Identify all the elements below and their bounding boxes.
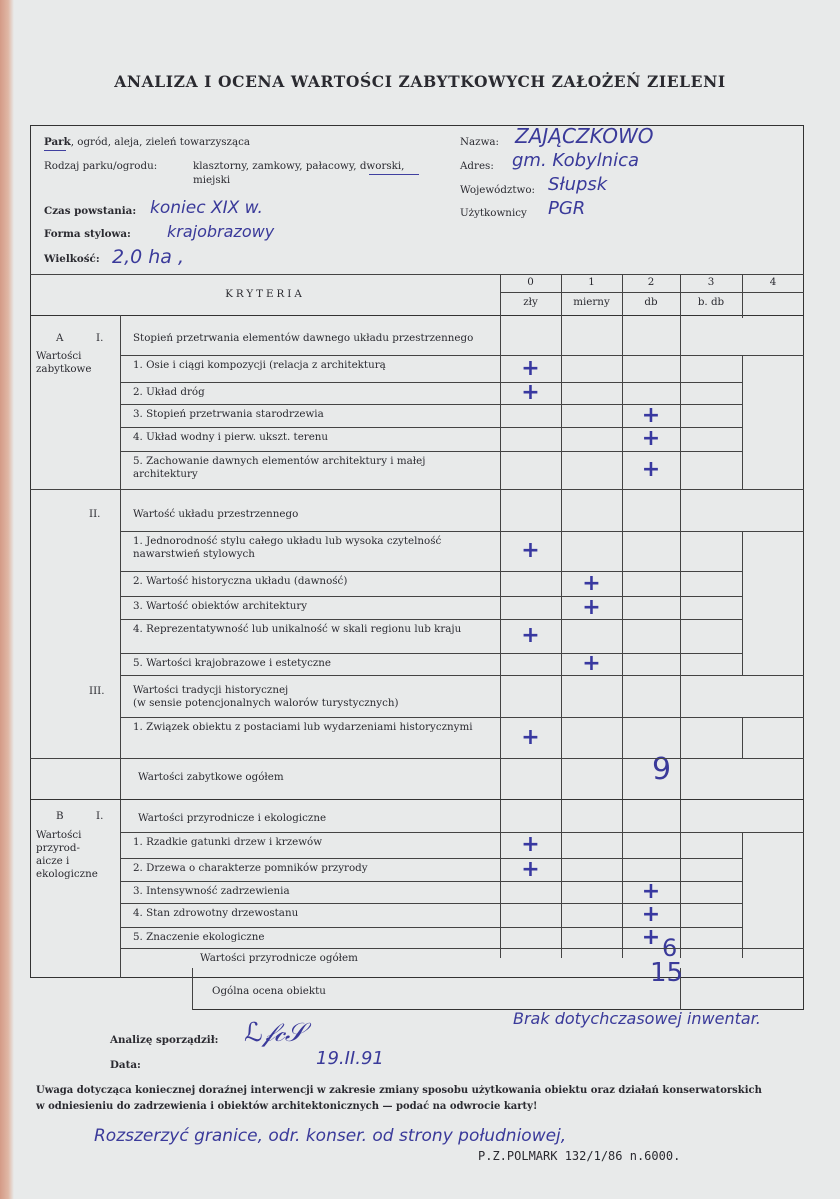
overall-left-line: [192, 968, 193, 1010]
a3-row-1-mark: +: [521, 724, 540, 750]
b-row-1-mark: +: [521, 832, 540, 857]
col-line-1: [561, 274, 562, 958]
a2-row-3-line: [120, 619, 742, 620]
wielkosc-label: Wielkość:: [44, 253, 100, 265]
scale-label-3: b. db: [697, 296, 725, 308]
section-b-name-2: przyrod-: [36, 842, 80, 854]
a1-row-2-label: 2. Układ dróg: [133, 386, 205, 398]
scale-divider: [500, 292, 804, 293]
col-line-4d: [742, 717, 743, 758]
section-a-roman-1: I.: [96, 332, 104, 344]
note-right: Brak dotychczasowej inwentar.: [513, 1009, 761, 1028]
col-line-0: [500, 274, 501, 958]
col-line-4e: [742, 832, 743, 958]
total-b-value: 6: [662, 934, 678, 962]
nazwa-label: Nazwa:: [460, 136, 499, 148]
rodzaj-options-1: klasztorny, zamkowy, pałacowy,: [193, 160, 357, 172]
rodzaj-options-2: miejski: [193, 174, 231, 186]
overall-value: 15: [650, 958, 684, 988]
total-a-label: Wartości zabytkowe ogółem: [138, 771, 284, 783]
a2-row-4-label: 4. Reprezentatywność lub unikalność w skali regionu lub kraju: [133, 623, 462, 635]
a1-row-1-line: [120, 382, 742, 383]
a2-row-3-label: 3. Wartość obiektów architektury: [133, 600, 308, 612]
uzytkownicy-label: Użytkownicy: [460, 207, 527, 219]
b-row-1-line: [120, 858, 742, 859]
a2-row-4-line: [120, 653, 742, 654]
czas-value: koniec XIX w.: [150, 198, 263, 218]
col-line-2: [622, 274, 623, 958]
section-b-name-1: Wartości: [36, 829, 82, 841]
forma-label: Forma stylowa:: [44, 228, 131, 240]
section-a-letter: A: [56, 332, 64, 344]
group-a2-title: Wartość układu przestrzennego: [133, 508, 299, 520]
group-a1-title: Stopień przetrwania elementów dawnego układu przestrzennego: [133, 332, 474, 344]
scale-num-3: 3: [707, 276, 715, 288]
a2-row-2-mark: +: [582, 570, 601, 596]
form-title: ANALIZA I OCENA WARTOŚCI ZABYTKOWYCH ZAŁOŻEŃ ZIELENI: [114, 72, 726, 91]
park-rest: , ogród, aleja, zieleń towarzysząca: [70, 136, 251, 148]
b-row-2-label: 2. Drzewa o charakterze pomników przyrody: [133, 862, 368, 874]
a2-row-3-mark: +: [582, 594, 601, 620]
a2-row-1-line: [120, 571, 742, 572]
nazwa-value: ZAJĄCZKOWO: [515, 124, 654, 148]
rodzaj-label: Rodzaj parku/ogrodu:: [44, 160, 158, 172]
handwritten-note: Rozszerzyć granice, odr. konser. od strony południowej,: [94, 1126, 567, 1146]
a2-row-5-line: [120, 675, 742, 676]
section-a-bottom: [30, 799, 804, 800]
b-row-3-label: 3. Intensywność zadrzewienia: [133, 885, 290, 897]
a2-row-4-mark: +: [521, 623, 540, 648]
section-b-name-4: ekologiczne: [36, 868, 98, 880]
a1-row-4-line: [120, 451, 742, 452]
group-a3-title-2: (w sensie potencjonalnych walorów turystycznych): [133, 697, 399, 709]
a2-row-1-mark: +: [521, 538, 540, 563]
dworski-underline: [369, 174, 419, 175]
adres-value: gm. Kobylnica: [512, 150, 639, 171]
scale-label-1: mierny: [573, 296, 610, 308]
section-b-letter: B: [56, 810, 64, 822]
a2-row-1-label: 1. Jednorodność stylu całego układu lub wysoka czytelność nawarstwień stylowych: [133, 535, 442, 560]
paper-edge: [0, 0, 14, 1199]
section-b-name-3: aicze i: [36, 855, 70, 867]
rodzaj-selected: dworski,: [359, 160, 405, 172]
a1-row-4-mark: +: [641, 426, 661, 451]
total-a-value: 9: [652, 752, 672, 787]
b-row-3-mark: +: [641, 879, 661, 904]
a1-row-2-mark: +: [521, 380, 540, 405]
a1-row-1-label: 1. Osie i ciągi kompozycji (relacja z architekturą: [133, 359, 386, 371]
forma-value: krajobrazowy: [167, 222, 275, 241]
section-a-name-1: Wartości: [36, 350, 82, 362]
analize-label: Analizę sporządził:: [110, 1034, 219, 1046]
group-b1-title: Wartości przyrodnicze i ekologiczne: [138, 812, 327, 824]
a2-row-2-label: 2. Wartość historyczna układu (dawność): [133, 575, 348, 587]
a2-row-5-label: 5. Wartości krajobrazowe i estetyczne: [133, 657, 331, 669]
section-a-name-2: zabytkowe: [36, 363, 92, 375]
section-a-roman-2: II.: [89, 508, 101, 520]
scale-num-2: 2: [647, 276, 655, 288]
b-row-1-label: 1. Rzadkie gatunki drzew i krzewów: [133, 836, 323, 848]
b-row-4-label: 4. Stan zdrowotny drzewostanu: [133, 907, 299, 919]
total-b-label: Wartości przyrodnicze ogółem: [200, 952, 358, 964]
rodzaj-options: [193, 160, 404, 173]
group-a3-divider: [120, 717, 804, 718]
col-line-3: [680, 274, 681, 958]
print-code: P.Z.POLMARK 132/1/86 n.6000.: [478, 1149, 681, 1163]
wojewodztwo-value: Słupsk: [548, 174, 608, 195]
a1-row-4-label: 4. Układ wodny i pierw. ukszt. terenu: [133, 431, 329, 443]
uwaga-line-1: Uwaga dotycząca koniecznej doraźnej interwencji w zakresie zmiany sposobu użytkowania obiektu oraz działań konserwatorskich: [36, 1085, 762, 1096]
uwaga-line-2: w odniesieniu do zadrzewienia i obiektów architektonicznych — podać na odwrocie karty!: [36, 1101, 538, 1112]
col-line-4c: [742, 531, 743, 675]
section-a-roman-3: III.: [89, 685, 105, 697]
scale-num-1: 1: [588, 276, 595, 288]
czas-label: Czas powstania:: [44, 205, 137, 217]
a3-row-1-label: 1. Związek obiektu z postaciami lub wydarzeniami historycznymi: [133, 721, 473, 733]
b-row-2-mark: +: [521, 856, 540, 882]
left-col-line: [120, 315, 121, 978]
park-label: Park: [44, 136, 71, 148]
scale-num-4: 4: [769, 276, 777, 288]
b-row-5-label: 5. Znaczenie ekologiczne: [133, 931, 265, 943]
date-value: 19.II.91: [316, 1048, 384, 1069]
b-row-5-mark: +: [641, 924, 661, 950]
kryteria-label: KRYTERIA: [225, 288, 305, 300]
a3-row-1-line: [120, 758, 742, 759]
a2-row-5-mark: +: [582, 651, 601, 676]
adres-label: Adres:: [460, 160, 494, 172]
park-line: [44, 136, 250, 149]
scale-num-0: 0: [527, 276, 534, 288]
park-underline: [44, 150, 66, 151]
a1-row-3-mark: +: [641, 402, 661, 428]
kryteria-bottom: [30, 315, 804, 316]
group-b1-divider: [120, 832, 804, 833]
group-a1-divider: [120, 355, 804, 356]
group-a2-divider: [120, 531, 804, 532]
a1-row-5-mark: +: [641, 457, 661, 482]
a1-row-5-line: [120, 489, 742, 490]
group-a3-title-1: Wartości tradycji historycznej: [133, 684, 289, 696]
scale-label-2: db: [644, 296, 658, 308]
col-line-4b: [742, 355, 743, 489]
a1-row-5-label: 5. Zachowanie dawnych elementów architektury i małej architektury: [133, 455, 426, 480]
a1-row-1-mark: +: [521, 355, 540, 381]
wojewodztwo-label: Województwo:: [460, 184, 536, 196]
section-b-roman-1: I.: [96, 810, 104, 822]
overall-label: Ogólna ocena obiektu: [212, 985, 326, 997]
a2-row-2-line: [120, 596, 742, 597]
data-label: Data:: [110, 1059, 141, 1071]
scale-label-0: zły: [523, 296, 538, 308]
a1-row-3-label: 3. Stopień przetrwania starodrzewia: [133, 408, 324, 420]
b-row-4-mark: +: [641, 902, 661, 927]
wielkosc-value: 2,0 ha ,: [112, 246, 185, 268]
signature: ℒ𝒻𝒸𝒮: [244, 1018, 305, 1048]
header-divider: [30, 274, 804, 275]
uzytkownicy-value: PGR: [548, 198, 586, 219]
